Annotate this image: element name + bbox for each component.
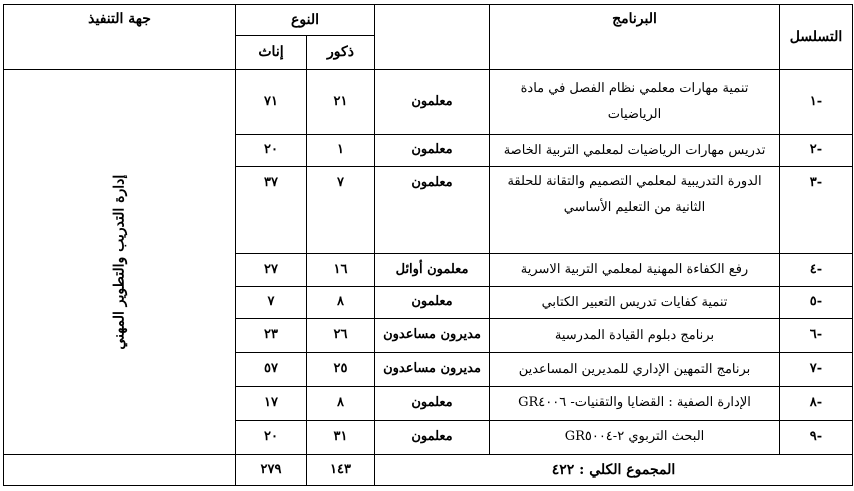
total-department-empty [4, 455, 236, 486]
program-cell: تنمية كفايات تدريس التعبير الكتابي [490, 286, 780, 319]
males-cell: ١٦ [307, 254, 375, 287]
males-cell: ٧ [307, 167, 375, 254]
males-cell: ٢٦ [307, 319, 375, 353]
serial-cell: -١ [780, 70, 853, 134]
target-cell: معلمون أوائل [375, 254, 490, 287]
females-cell: ٧ [236, 286, 307, 319]
females-cell: ٢٠ [236, 134, 307, 167]
males-cell: ٨ [307, 286, 375, 319]
females-cell: ٢٣ [236, 319, 307, 353]
serial-cell: -٧ [780, 353, 853, 387]
total-females: ٢٧٩ [236, 455, 307, 486]
females-cell: ٢٠ [236, 420, 307, 455]
program-cell: رفع الكفاءة المهنية لمعلمي التربية الاسرية [490, 254, 780, 287]
target-cell: معلمون [375, 167, 490, 254]
females-cell: ٥٧ [236, 353, 307, 387]
program-cell: برنامج التمهين الإداري للمديرين المساعدين [490, 353, 780, 387]
target-cell: مديرون مساعدون [375, 319, 490, 353]
serial-cell: -٤ [780, 254, 853, 287]
department-cell [4, 70, 236, 455]
program-cell: الدورة التدريبية لمعلمي التصميم والتقانة للحلقة الثانية من التعليم الأساسي [490, 167, 780, 254]
males-cell: ٣١ [307, 420, 375, 455]
target-cell: مديرون مساعدون [375, 353, 490, 387]
serial-cell: -٥ [780, 286, 853, 319]
serial-cell: -٩ [780, 420, 853, 455]
header-program: البرنامج [490, 5, 780, 70]
table-row [4, 70, 853, 134]
target-cell: معلمون [375, 420, 490, 455]
total-males: ١٤٣ [307, 455, 375, 486]
header-target-empty [375, 5, 490, 70]
females-cell: ٧١ [236, 70, 307, 134]
males-cell: ٢١ [307, 70, 375, 134]
females-cell: ٢٧ [236, 254, 307, 287]
males-cell: ١ [307, 134, 375, 167]
serial-cell: -٦ [780, 319, 853, 353]
total-row [4, 455, 853, 486]
females-cell: ١٧ [236, 386, 307, 420]
program-cell: تنمية مهارات معلمي نظام الفصل في مادة الرياضيات [490, 70, 780, 134]
header-females: إناث [236, 35, 307, 70]
program-cell: الإدارة الصفية : القضايا والتقنيات- GR٤٠٠٦ [490, 386, 780, 420]
target-cell: معلمون [375, 134, 490, 167]
total-label: المجموع الكلي : ٤٢٢ [375, 455, 853, 486]
training-programs-table [3, 4, 853, 486]
target-cell: معلمون [375, 286, 490, 319]
males-cell: ٨ [307, 386, 375, 420]
males-cell: ٢٥ [307, 353, 375, 387]
header-type: النوع [236, 5, 375, 36]
program-cell: تدريس مهارات الرياضيات لمعلمي التربية الخاصة [490, 134, 780, 167]
program-cell: برنامج دبلوم القيادة المدرسية [490, 319, 780, 353]
department-name: إدارة التدريب والتطوير المهني [111, 174, 128, 350]
program-cell: البحث التربوي ٢-GR٥٠٠٤ [490, 420, 780, 455]
header-serial: التسلسل [780, 5, 853, 70]
target-cell: معلمون [375, 386, 490, 420]
serial-cell: -٨ [780, 386, 853, 420]
header-department: جهة التنفيذ [4, 5, 236, 70]
serial-cell: -٢ [780, 134, 853, 167]
females-cell: ٣٧ [236, 167, 307, 254]
header-males: ذكور [307, 35, 375, 70]
target-cell: معلمون [375, 70, 490, 134]
serial-cell: -٣ [780, 167, 853, 254]
